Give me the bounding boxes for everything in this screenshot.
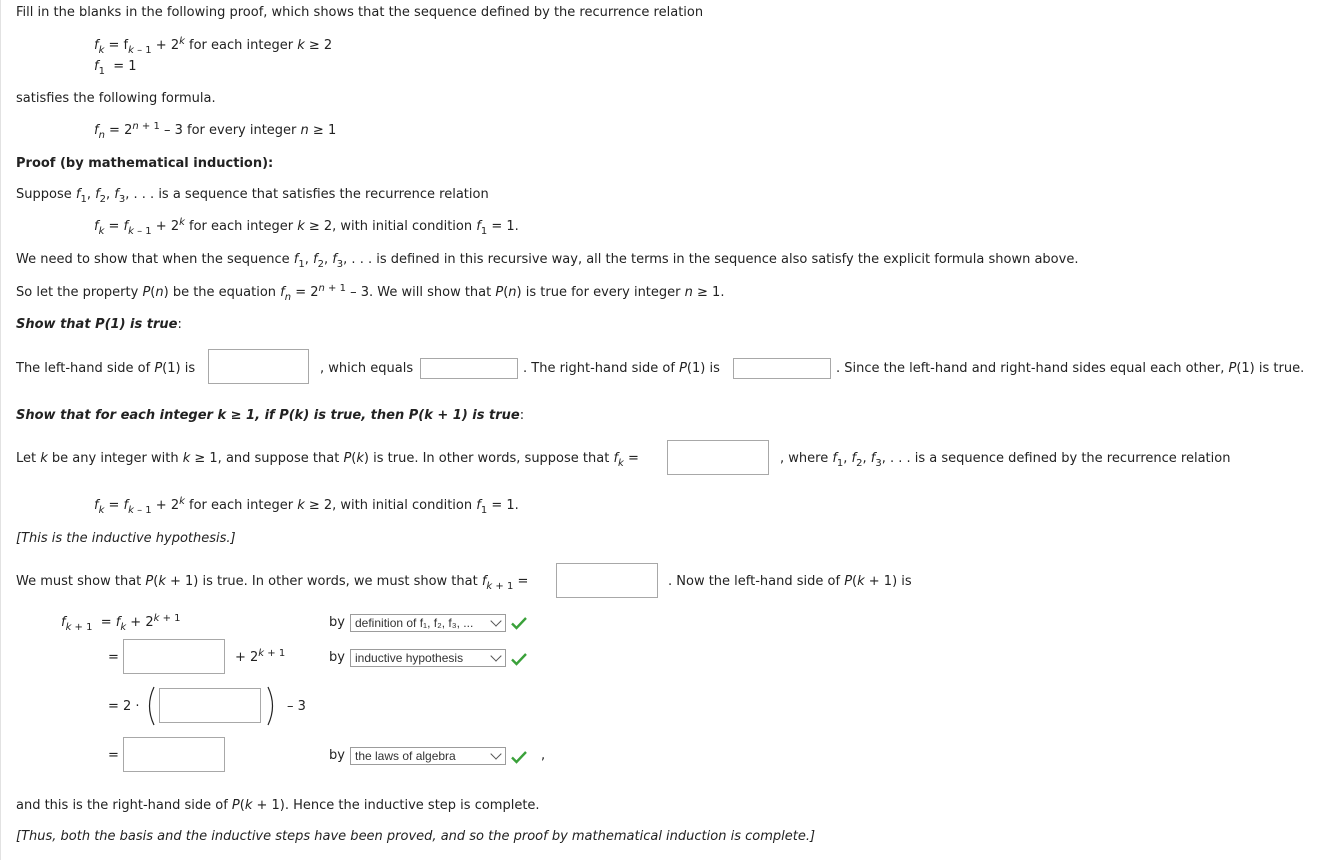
final-note: [Thus, both the basis and the inductive steps have been proved, and so the proof by mathematical induction is complete.]	[16, 829, 816, 844]
satisfies-text: satisfies the following formula.	[16, 91, 216, 106]
suppose-line: Suppose $f_1$, $f_2$, $f_3$, . . . is a sequence that satisfies the recurrence relation	[16, 187, 489, 205]
checkmark-icon	[511, 750, 527, 764]
recurrence-with-initial-2: $f_k = f_{k - 1} + 2^k$ for each integer k ≥ 2, with initial condition $f_1 = 1$.	[94, 496, 519, 516]
recurrence-with-initial-1: $f_k = f_{k - 1} + 2^k$ for each integer k ≥ 2, with initial condition $f_1 = 1$.	[94, 217, 519, 237]
derivation-row1-expr: $f_{k + 1} = f_k + 2^{k + 1}$	[61, 613, 181, 633]
basis-since-text: . Since the left-hand and right-hand sides equal each other, P(1) is true.	[836, 361, 1305, 376]
two-times-label: = 2 ·	[108, 699, 140, 714]
left-paren-icon	[144, 686, 156, 726]
checkmark-icon	[511, 652, 527, 666]
reason-select-3[interactable]: the laws of algebra	[350, 747, 506, 765]
chevron-down-icon	[490, 748, 501, 759]
rhs-conclusion-line: and this is the right-hand side of P(k + 1). Hence the inductive step is complete.	[16, 798, 540, 813]
intro-text: Fill in the blanks in the following proof, which shows that the sequence defined by the recurrence relation	[16, 5, 704, 20]
now-lhs-line: . Now the left-hand side of P(k + 1) is	[668, 574, 912, 589]
right-paren-icon	[266, 686, 278, 726]
basis-rhs-input[interactable]	[733, 358, 831, 379]
derivation-input-4[interactable]	[123, 737, 225, 772]
derivation-input-2[interactable]	[123, 639, 225, 674]
step-heading: Show that for each integer k ≥ 1, if P(k) is true, then P(k + 1) is true:	[16, 408, 525, 423]
step-let-line: Let k be any integer with k ≥ 1, and suppose that P(k) is true. In other words, suppose that $f_k$ =	[16, 451, 639, 469]
by-label-3: by	[329, 748, 345, 763]
hypothesis-fk-input[interactable]	[667, 440, 769, 475]
chevron-down-icon	[490, 650, 501, 661]
property-line: So let the property P(n) be the equation $f_n = 2^{n + 1} - 3$. We will show that P(n) is true for every integer n ≥ 1.	[16, 283, 725, 303]
basis-heading: Show that P(1) is true:	[16, 317, 182, 332]
need-to-show-line: We need to show that when the sequence $f_1$, $f_2$, $f_3$, . . . is defined in this recursive way, all the terms in the sequence also satisfy the explicit formula shown above.	[16, 252, 1079, 270]
minus-three-label: – 3	[287, 699, 306, 714]
initial-condition-line: $f_1 = 1$	[94, 59, 137, 77]
basis-equals-label: , which equals	[320, 361, 414, 376]
basis-lhs-input[interactable]	[208, 349, 309, 384]
chevron-down-icon	[490, 615, 501, 626]
explicit-formula: $f_n = 2^{n + 1} - 3$ for every integer n ≥ 1	[94, 121, 337, 141]
by-label-2: by	[329, 650, 345, 665]
goal-fk1-input[interactable]	[556, 563, 658, 598]
trailing-comma: ,	[541, 748, 546, 763]
plus-2k1-term: + $2^{k + 1}$	[235, 648, 286, 665]
equals-sign-2: =	[108, 650, 119, 665]
reason-select-1[interactable]: definition of f₁, f₂, f₃, ...	[350, 614, 506, 632]
checkmark-icon	[511, 616, 527, 630]
equals-sign-4: =	[108, 748, 119, 763]
basis-lhs-label: The left-hand side of P(1) is	[16, 361, 196, 376]
derivation-input-3[interactable]	[159, 688, 261, 723]
must-show-line: We must show that P(k + 1) is true. In other words, we must show that $f_{k + 1}$ =	[16, 574, 529, 592]
inductive-hypothesis-note: [This is the inductive hypothesis.]	[16, 531, 236, 546]
basis-lhs-value-input[interactable]	[420, 358, 518, 379]
recurrence-line: $f_k = f_{k - 1} + 2^k$ for each integer k ≥ 2	[94, 36, 333, 56]
reason-select-2[interactable]: inductive hypothesis	[350, 649, 506, 667]
where-line: , where $f_1$, $f_2$, $f_3$, . . . is a sequence defined by the recurrence relation	[780, 451, 1231, 469]
proof-heading: Proof (by mathematical induction):	[16, 156, 274, 171]
by-label-1: by	[329, 615, 345, 630]
basis-rhs-label: . The right-hand side of P(1) is	[523, 361, 720, 376]
